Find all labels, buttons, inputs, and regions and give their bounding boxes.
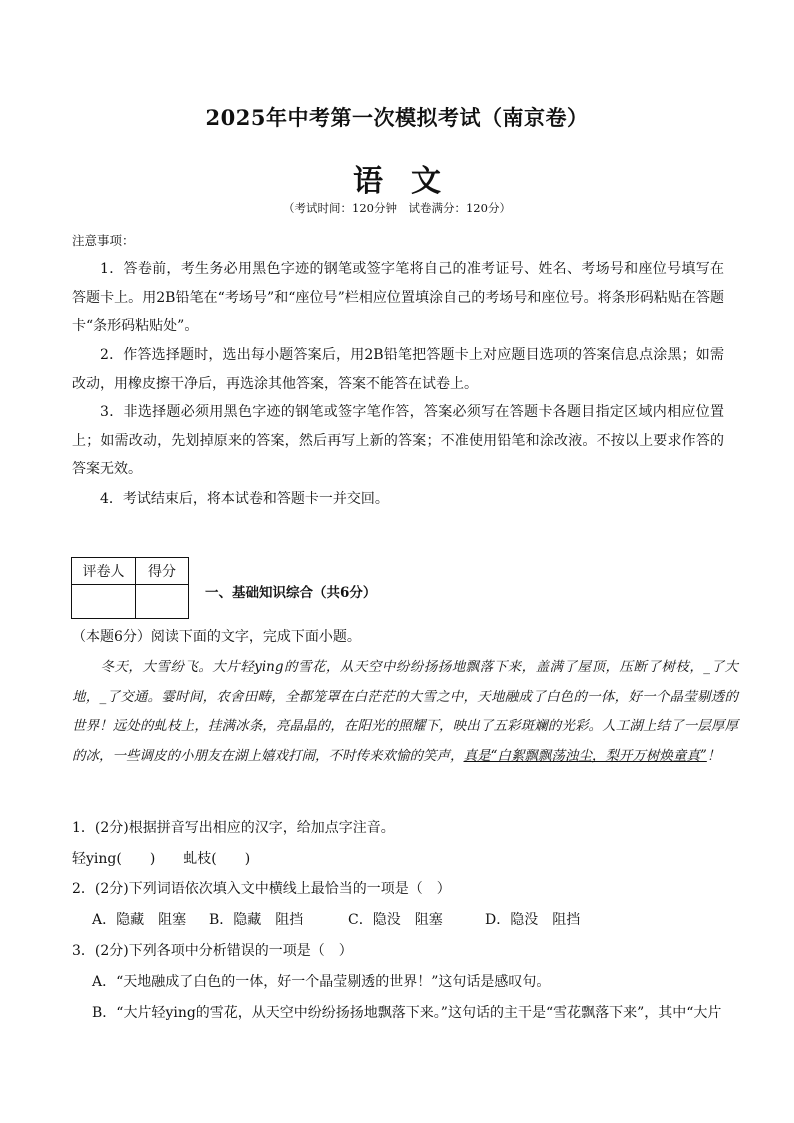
passage-text: 冬天，大雪纷飞。大片轻ying的雪花，从天空中纷纷扬扬地飘落下来，盖满了屋顶，压断了树枝，_了大地，_了交通。霎时间，农舍田畴，全都笼罩在白茫茫的大雪之中，天地融成了白色的一体，好一个晶莹剔透的世界！远处的虬枝上，挂满冰条，亮晶晶的，在阳光的照耀下，映出了五彩斑斓的光彩。人工湖上结了一层厚厚的冰，一些调皮的小朋友在湖上嬉戏打闹，不时传来欢愉的笑声， [72, 659, 738, 764]
notice-item-4 [72, 485, 724, 514]
notice-item-1 [72, 255, 724, 341]
section-intro: （本题6分）阅读下面的文字，完成下面小题。 [72, 629, 361, 645]
reading-passage [72, 653, 738, 771]
score-header: 得分 [136, 558, 189, 585]
question-2-option-a: A．隐藏 阻塞 [92, 912, 187, 928]
section-title: 一、基础知识综合（共6分） [205, 585, 377, 601]
subject-title: 语文 [353, 164, 469, 199]
underlined-sentence: 真是“白絮飘飘荡浊尘，梨开万树焕童真” [463, 747, 707, 764]
question-1-answer-line: 轻ying( ) 虬枝( ) [72, 851, 251, 867]
notice-item-2 [72, 341, 724, 398]
score-table [71, 557, 189, 619]
question-2-option-c: C．隐没 阻塞 [348, 912, 443, 928]
exam-info: （考试时间：120分钟 试卷满分：120分） [283, 201, 511, 215]
exam-title: 2025年中考第一次模拟考试（南京卷） [205, 105, 589, 130]
passage-end: ！ [706, 747, 721, 764]
question-2-option-b: B．隐藏 阻挡 [209, 912, 304, 928]
question-3-option-a: A．“天地融成了白色的一体，好一个晶莹剔透的世界！”这句话是感叹句。 [92, 974, 551, 990]
question-2-option-d: D．隐没 阻挡 [485, 912, 581, 928]
notice-text: 3．非选择题必须用黑色字迹的钢笔或签字笔作答，答案必须写在答题卡各题目指定区域内相应位置上；如需改动，先划掉原来的答案，然后再写上新的答案；不准使用铅笔和涂改液。不按以上要求作答的答案无效。 [72, 404, 724, 477]
score-cell [136, 585, 189, 619]
question-2-stem: 2．(2分)下列词语依次填入文中横线上最恰当的一项是（ ） [72, 881, 451, 897]
question-3-option-b: B．“大片轻ying的雪花，从天空中纷纷扬扬地飘落下来。”这句话的主干是“雪花飘落下来”，其中“大片 [92, 1005, 722, 1021]
question-1-stem: 1．(2分)根据拼音写出相应的汉字，给加点字注音。 [72, 820, 395, 836]
notice-text: 4．考试结束后，将本试卷和答题卡一并交回。 [100, 491, 389, 507]
notice-item-3 [72, 398, 724, 484]
notice-text: 2．作答选择题时，选出每小题答案后，用2B铅笔把答题卡上对应题目选项的答案信息点涂黑；如需改动，用橡皮擦干净后，再选涂其他答案，答案不能答在试卷上。 [72, 347, 724, 392]
notice-heading: 注意事项： [72, 233, 135, 248]
grader-cell [72, 585, 136, 619]
notice-text: 1．答卷前，考生务必用黑色字迹的钢笔或签字笔将自己的准考证号、姓名、考场号和座位号填写在答题卡上。用2B铅笔在“考场号”和“座位号”栏相应位置填涂自己的考场号和座位号。将条形码粘贴在答题卡“条形码粘贴处”。 [72, 261, 724, 334]
question-3-stem: 3．(2分)下列各项中分析错误的一项是（ ） [72, 943, 353, 959]
grader-header: 评卷人 [72, 558, 136, 585]
